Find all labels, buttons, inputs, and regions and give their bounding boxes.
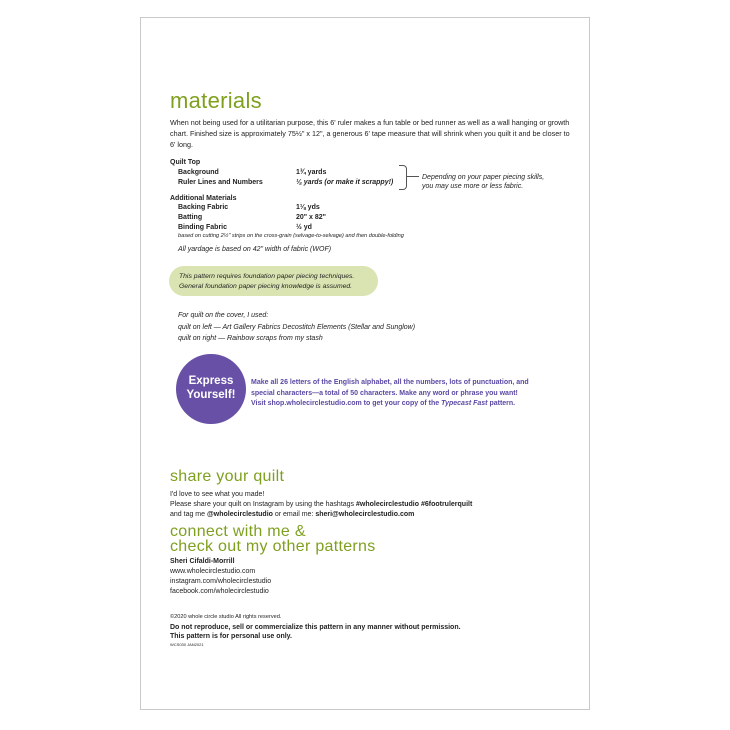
express-yourself-badge xyxy=(176,354,246,424)
cover-note: quilt on right — Rainbow scraps from my stash xyxy=(178,335,323,342)
share-text: I'd love to see what you made! xyxy=(170,491,265,498)
badge-text: Express xyxy=(188,375,234,387)
legal-notice: This pattern is for personal use only. xyxy=(170,633,293,640)
connect-heading: check out my other patterns xyxy=(170,538,376,555)
material-qty: 1¾ yards xyxy=(296,169,327,176)
bracket-pointer xyxy=(407,176,419,177)
instagram-handle: @wholecirclestudio xyxy=(206,511,273,518)
cover-note: quilt on left — Art Gallery Fabrics Decostitch Elements (Stellar and Sunglow) xyxy=(178,324,416,331)
material-name: Binding Fabric xyxy=(178,224,227,231)
hashtags: #wholecirclestudio #6footrulerquilt xyxy=(356,501,473,508)
pattern-code: WCS030 JAN2021 xyxy=(170,642,204,647)
share-text: Please share your quilt on Instagram by using the hashtags #wholecirclestudio #6footrulerquilt xyxy=(170,501,473,508)
technique-note xyxy=(169,266,378,296)
email-address: sheri@wholecirclestudio.com xyxy=(315,511,415,518)
bracket-note: you may use more or less fabric. xyxy=(422,183,524,190)
pattern-title: Typecast Fast xyxy=(441,400,488,407)
facebook-link[interactable]: facebook.com/wholecirclestudio xyxy=(170,588,269,595)
technique-note-line: This pattern requires foundation paper piecing techniques. xyxy=(179,273,355,280)
promo-text: Visit shop.wholecirclestudio.com to get your copy of the Typecast Fast pattern. xyxy=(251,400,516,407)
instagram-link[interactable]: instagram.com/wholecirclestudio xyxy=(170,578,272,585)
technique-note-line: General foundation paper piecing knowledge is assumed. xyxy=(179,283,353,290)
cover-note: For quilt on the cover, I used: xyxy=(178,312,269,319)
quilt-top-label: Quilt Top xyxy=(170,159,201,166)
yardage-note: All yardage is based on 42" width of fabric (WOF) xyxy=(178,246,332,253)
material-name: Backing Fabric xyxy=(178,204,229,211)
material-qty: 1⅛ yds xyxy=(296,204,320,211)
connect-heading: connect with me & xyxy=(170,523,306,540)
badge-text: Yourself! xyxy=(186,389,236,401)
share-text: and tag me @wholecirclestudio or email me: sheri@wholecirclestudio.com xyxy=(170,511,415,518)
material-qty: ⅛ yards (or make it scrappy!) xyxy=(296,179,394,186)
bracket-line xyxy=(399,165,407,190)
bracket-note: Depending on your paper piecing skills, xyxy=(422,174,545,181)
pattern-page xyxy=(140,17,590,710)
material-name: Batting xyxy=(178,214,203,221)
copyright: ©2020 whole circle studio All rights reserved. xyxy=(170,614,282,620)
materials-intro: When not being used for a utilitarian purpose, this 6' ruler makes a fun table or bed runner as well as a wall hanging or growth chart. Finished size is approximately 75½" x 12", a generous 6' tape measure that will shrink when you quilt it and be closer to 6' long. xyxy=(170,118,570,149)
promo-text: special characters—a total of 50 characters. Make any word or phrase you want! xyxy=(251,390,518,397)
share-heading: share your quilt xyxy=(170,468,285,485)
material-qty: 20" x 82" xyxy=(296,214,326,221)
material-qty: ½ yd xyxy=(296,224,312,231)
binding-note: based on cutting 2½" strips on the cross-grain (selvage-to-selvage) and then double-folding xyxy=(178,233,404,239)
additional-materials-label: Additional Materials xyxy=(170,195,237,202)
materials-heading: materials xyxy=(170,88,262,113)
material-name: Background xyxy=(178,169,219,176)
legal-notice: Do not reproduce, sell or commercialize this pattern in any manner without permission. xyxy=(170,624,461,631)
author-name: Sheri Cifaldi-Morrill xyxy=(170,558,235,565)
material-name: Ruler Lines and Numbers xyxy=(178,179,263,186)
website-link[interactable]: www.wholecirclestudio.com xyxy=(170,568,256,575)
promo-text: Make all 26 letters of the English alphabet, all the numbers, lots of punctuation, and xyxy=(251,379,529,386)
